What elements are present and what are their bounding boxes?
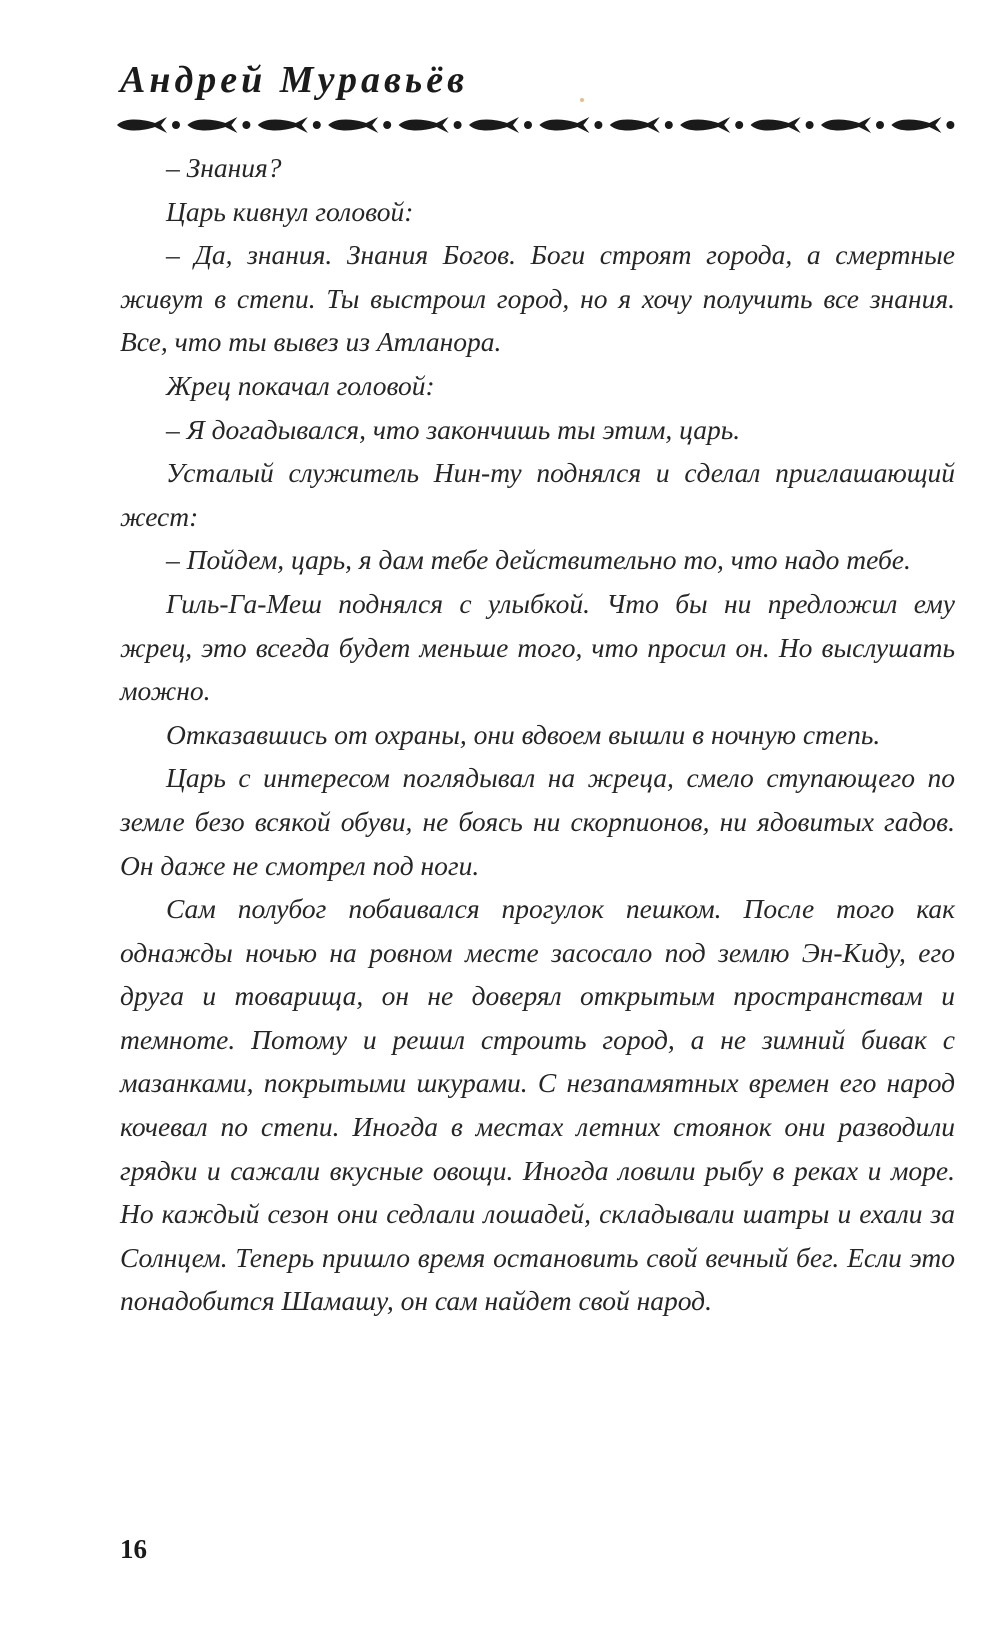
paragraph: Сам полубог побаивался прогулок пешком. После того как однажды ночью на ровном месте засосало под землю Эн-Киду, его друга и товарища, он не доверял открытым пространствам и темноте. Потому и решил строить город, а не зимний бивак с мазанками, покрытыми шкурами. С незапамятных времен его народ кочевал по степи. Иногда в местах летних стоянок они разводили грядки и сажали вкусные овощи. Иногда ловили рыбу в реках и море. Но каждый сезон они седлали лошадей, складывали шатры и ехали за Солнцем. Теперь пришло время остановить свой вечный бег. Если это понадобится Шамашу, он сам найдет свой народ. [120,893,955,1317]
ornament-dot [665,121,673,129]
ornament-dot [313,121,321,129]
paragraph: – Пойдем, царь, я дам тебе действительно то, что надо тебе. [166,544,911,576]
ornament-swirl [328,117,378,133]
ornament-swirl [117,117,167,133]
body-text [120,146,955,1323]
page-number: 16 [120,1534,147,1564]
ornament-dot [946,121,954,129]
ornament-swirl [399,117,449,133]
ornament-dot [735,121,743,129]
ornament-swirl [539,117,589,133]
ornament-swirl [680,117,730,133]
paragraph: – Да, знания. Знания Богов. Боги строят города, а смертные живут в степи. Ты выстроил город, но я хочу получить все знания. Все, что ты вывез из Атланора. [120,239,955,358]
paragraph: Царь с интересом поглядывал на жреца, смело ступающего по земле безо всякой обуви, не боясь ни скорпионов, ни ядовитых гадов. Он даже не смотрел под ноги. [120,762,955,881]
ornament-dot [524,121,532,129]
ornament-dot [454,121,462,129]
paragraph: – Знания? [166,152,282,183]
ornament-swirl [187,117,237,133]
paragraph: Царь кивнул головой: [166,195,414,227]
ornament-swirl [610,117,660,133]
paragraph: Усталый служитель Нин-ту поднялся и сделал приглашающий жест: [120,457,955,532]
ornament-dot [806,121,814,129]
paragraph: Жрец покачал головой: [166,369,435,401]
paper-speck [580,98,584,102]
ornament-swirl [891,117,941,133]
ornament-dot [876,121,884,129]
paragraph: – Я догадывался, что закончишь ты этим, царь. [166,413,741,445]
ornament-dot [594,121,602,129]
ornament-dot [172,121,180,129]
ornament-swirl [469,117,519,133]
ornament-swirl [751,117,801,133]
paragraph: Отказавшись от охраны, они вдвоем вышли в ночную степь. [166,718,881,750]
decorative-rule [115,111,960,139]
ornament-dot [383,121,391,129]
running-head-author: Андрей Муравьёв [120,59,469,101]
ornament-swirl [821,117,871,133]
paragraph: Гиль-Га-Меш поднялся с улыбкой. Что бы ни предложил ему жрец, это всегда будет меньше того, что просил он. Но выслушать можно. [120,587,955,707]
ornament-swirl [258,117,308,133]
ornament-dot [242,121,250,129]
